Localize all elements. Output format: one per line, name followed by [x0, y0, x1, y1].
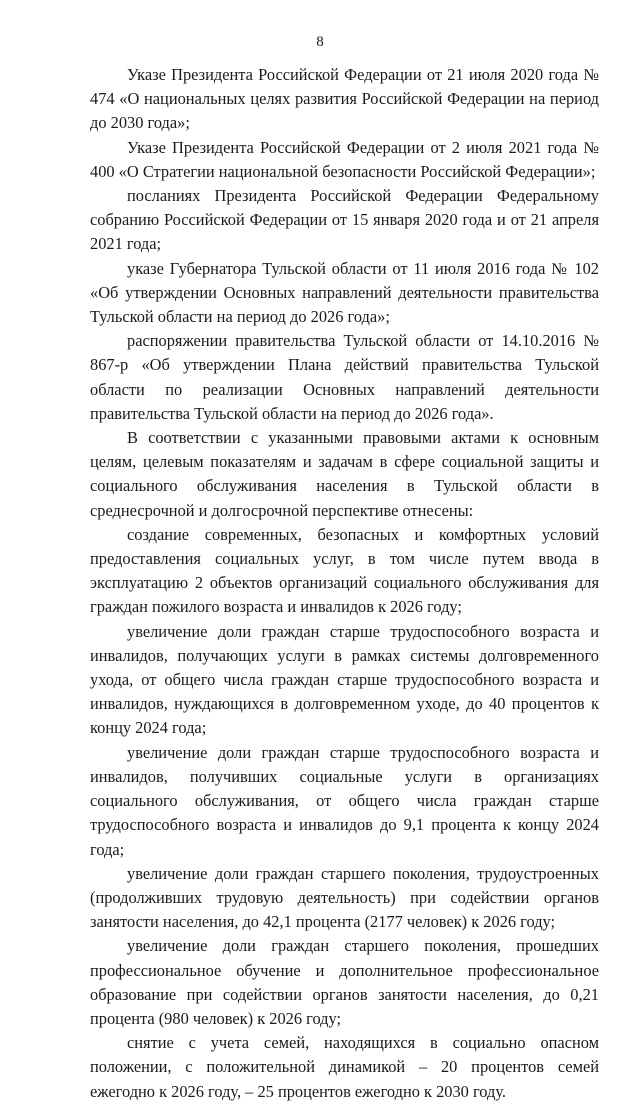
document-body — [90, 63, 599, 1104]
paragraph-goals-intro: В соответствии с указанными правовыми актами к основным целям, целевым показателям и задачам в сфере социальной защиты и социального обслуживания населения в Тульской области в среднесрочной и долгосрочной перспективе отнесены: — [90, 428, 599, 520]
paragraph-goal-comfortable-conditions: создание современных, безопасных и комфортных условий предоставления социальных услуг, в том числе путем ввода в эксплуатацию 2 объектов организаций социального обслуживания для граждан пожилого возраста и инвалидов к 2026 году; — [90, 524, 599, 617]
paragraph-decree-474: Указе Президента Российской Федерации от 21 июля 2020 года № 474 «О национальных целях развития Российской Федерации на период до 2030 года»; — [90, 65, 599, 133]
paragraph-goal-long-term-care: увеличение доли граждан старше трудоспособного возраста и инвалидов, получающих услуги в рамках системы долговременного ухода, от общего числа граждан старше трудоспособного возраста и инвалидов, нуждающихся в долговременном уходе, до 40 процентов к концу 2024 года; — [90, 621, 599, 738]
paragraph-goal-employment: увеличение доли граждан старшего поколения, трудоустроенных (продолживших трудовую деятельность) при содействии органов занятости населения, до 42,1 процента (2177 человек) к 2026 году; — [90, 863, 599, 932]
paragraph-decree-400: Указе Президента Российской Федерации от 2 июля 2021 года № 400 «О Стратегии национальной безопасности Российской Федерации»; — [90, 137, 599, 181]
paragraph-goal-families-deregistration: снятие с учета семей, находящихся в социально опасном положении, с положительной динамикой – 20 процентов семей ежегодно к 2026 году, – 25 процентов ежегодно к 2030 году. — [90, 1033, 599, 1101]
page-number: 8 — [316, 34, 324, 50]
paragraph-order-867: распоряжении правительства Тульской области от 14.10.2016 № 867-р «Об утверждении Плана действий правительства Тульской области по реализации Основных направлений деятельности правительства Тульской области на период до 2026 года». — [90, 331, 599, 423]
paragraph-governor-decree-102: указе Губернатора Тульской области от 11 июля 2016 года № 102 «Об утверждении Основных направлений деятельности правительства Тульской области на период до 2026 года»; — [90, 258, 599, 327]
paragraph-goal-social-services: увеличение доли граждан старше трудоспособного возраста и инвалидов, получивших социальные услуги в организациях социального обслуживания, от общего числа граждан старше трудоспособного возраста и инвалидов до 9,1 процента к концу 2024 года; — [90, 742, 599, 859]
paragraph-presidential-addresses: посланиях Президента Российской Федерации Федеральному собранию Российской Федерации от 15 января 2020 года и от 21 апреля 2021 года; — [90, 186, 599, 254]
paragraph-goal-professional-training: увеличение доли граждан старшего поколения, прошедших профессиональное обучение и дополнительное профессиональное образование при содействии органов занятости населения, до 0,21 процента (980 человек) к 2026 году; — [90, 936, 599, 1028]
